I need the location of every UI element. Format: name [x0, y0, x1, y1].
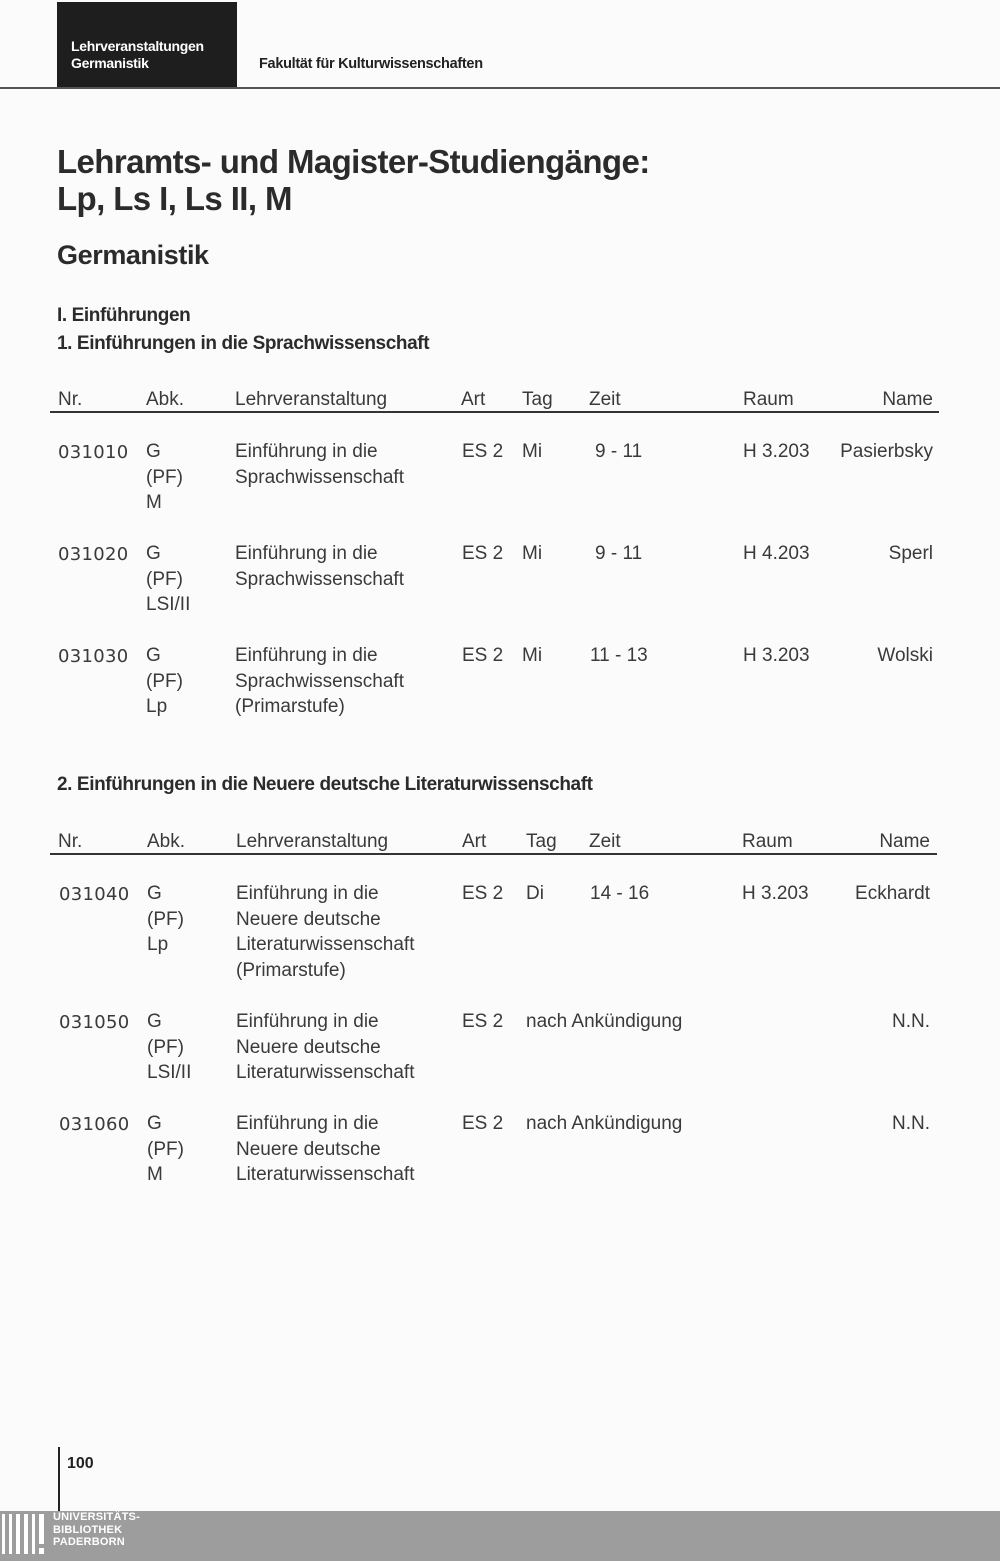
- course-raum: H 3.203: [743, 645, 810, 666]
- subject-heading: Germanistik: [57, 240, 209, 270]
- col-header-lv: Lehrveranstaltung: [236, 831, 389, 852]
- course-art: ES 2: [462, 883, 504, 904]
- library-name: UNIVERSITÄTS- BIBLIOTHEK PADERBORN: [53, 1511, 140, 1548]
- course-zeit: 14 - 16: [590, 883, 650, 904]
- col-header-tag: Tag: [526, 831, 557, 852]
- course-abk: G (PF) M: [146, 441, 183, 513]
- course-number: 031020: [58, 544, 129, 565]
- col-header-nr: Nr.: [58, 389, 83, 410]
- col-header-zeit: Zeit: [589, 389, 621, 410]
- course-tag: Mi: [522, 441, 543, 462]
- course-tag: Mi: [522, 543, 543, 564]
- col-header-tag: Tag: [522, 389, 553, 410]
- col-header-raum: Raum: [742, 831, 793, 852]
- course-title: Einführung in die Sprachwissenschaft: [235, 441, 404, 488]
- course-name: N.N.: [892, 1011, 930, 1032]
- table2-header-rule: [50, 853, 937, 855]
- course-art: ES 2: [462, 441, 504, 462]
- header-box-line1: Lehrveranstaltungen: [71, 38, 204, 54]
- page-title-line2: Lp, Ls I, Ls II, M: [57, 180, 292, 217]
- course-abk: G (PF) Lp: [146, 645, 183, 717]
- page-title-line1: Lehramts- und Magister-Studiengänge:: [57, 143, 650, 180]
- page-number-rule: [58, 1447, 60, 1511]
- course-raum: H 4.203: [743, 543, 810, 564]
- course-art: ES 2: [462, 1011, 504, 1032]
- col-header-abk: Abk.: [147, 831, 186, 852]
- course-tag-zeit: nach Ankündigung: [526, 1113, 683, 1134]
- course-name: Sperl: [888, 543, 933, 564]
- course-abk: G (PF) M: [147, 1113, 184, 1185]
- course-title: Einführung in die Neuere deutsche Literaturwissenschaft: [236, 1011, 415, 1083]
- course-tag-zeit: nach Ankündigung: [526, 1011, 683, 1032]
- section2-subheading: 2. Einführungen in die Neuere deutsche Literaturwissenschaft: [57, 774, 593, 795]
- course-art: ES 2: [462, 1113, 504, 1134]
- header-section-box: [57, 2, 237, 88]
- course-number: 031010: [58, 442, 129, 463]
- course-zeit: 9 - 11: [595, 441, 643, 462]
- course-name: Pasierbsky: [840, 441, 933, 462]
- course-raum: H 3.203: [743, 441, 810, 462]
- section1-subheading: 1. Einführungen in die Sprachwissenschaft: [57, 333, 430, 354]
- page-title: [57, 143, 650, 217]
- course-name: Wolski: [877, 645, 933, 666]
- col-header-abk: Abk.: [146, 389, 185, 410]
- course-zeit: 11 - 13: [590, 645, 648, 666]
- course-tag: Mi: [522, 645, 543, 666]
- col-header-art: Art: [461, 389, 486, 410]
- col-header-art: Art: [462, 831, 487, 852]
- faculty-label: Fakultät für Kulturwissenschaften: [259, 56, 483, 72]
- col-header-lv: Lehrveranstaltung: [235, 389, 388, 410]
- course-number: 031060: [59, 1114, 130, 1135]
- col-header-name: Name: [879, 831, 930, 852]
- library-footer-band: [0, 1511, 1000, 1561]
- section-heading: I. Einführungen: [57, 305, 191, 326]
- header-divider: [0, 87, 1000, 89]
- course-art: ES 2: [462, 543, 504, 564]
- col-header-nr: Nr.: [58, 831, 83, 852]
- course-title: Einführung in die Sprachwissenschaft: [235, 543, 404, 590]
- course-tag: Di: [526, 883, 544, 904]
- course-name: Eckhardt: [855, 883, 930, 904]
- table1-header-rule: [50, 411, 939, 413]
- course-raum: H 3.203: [742, 883, 809, 904]
- course-title: Einführung in die Neuere deutsche Literaturwissenschaft (Primarstufe): [236, 883, 415, 981]
- course-name: N.N.: [892, 1113, 930, 1134]
- col-header-name: Name: [882, 389, 933, 410]
- header-box-line2: Germanistik: [71, 55, 149, 71]
- course-abk: G (PF) Lp: [147, 883, 184, 955]
- page-number: 100: [67, 1455, 94, 1472]
- course-zeit: 9 - 11: [595, 543, 643, 564]
- course-abk: G (PF) LSI/II: [147, 1011, 192, 1083]
- course-title: Einführung in die Sprachwissenschaft (Primarstufe): [235, 645, 404, 717]
- course-title: Einführung in die Neuere deutsche Literaturwissenschaft: [236, 1113, 415, 1185]
- col-header-zeit: Zeit: [589, 831, 621, 852]
- course-abk: G (PF) LSI/II: [146, 543, 191, 615]
- course-number: 031040: [59, 884, 130, 905]
- col-header-raum: Raum: [743, 389, 794, 410]
- course-number: 031050: [59, 1012, 130, 1033]
- course-art: ES 2: [462, 645, 504, 666]
- course-number: 031030: [58, 646, 129, 667]
